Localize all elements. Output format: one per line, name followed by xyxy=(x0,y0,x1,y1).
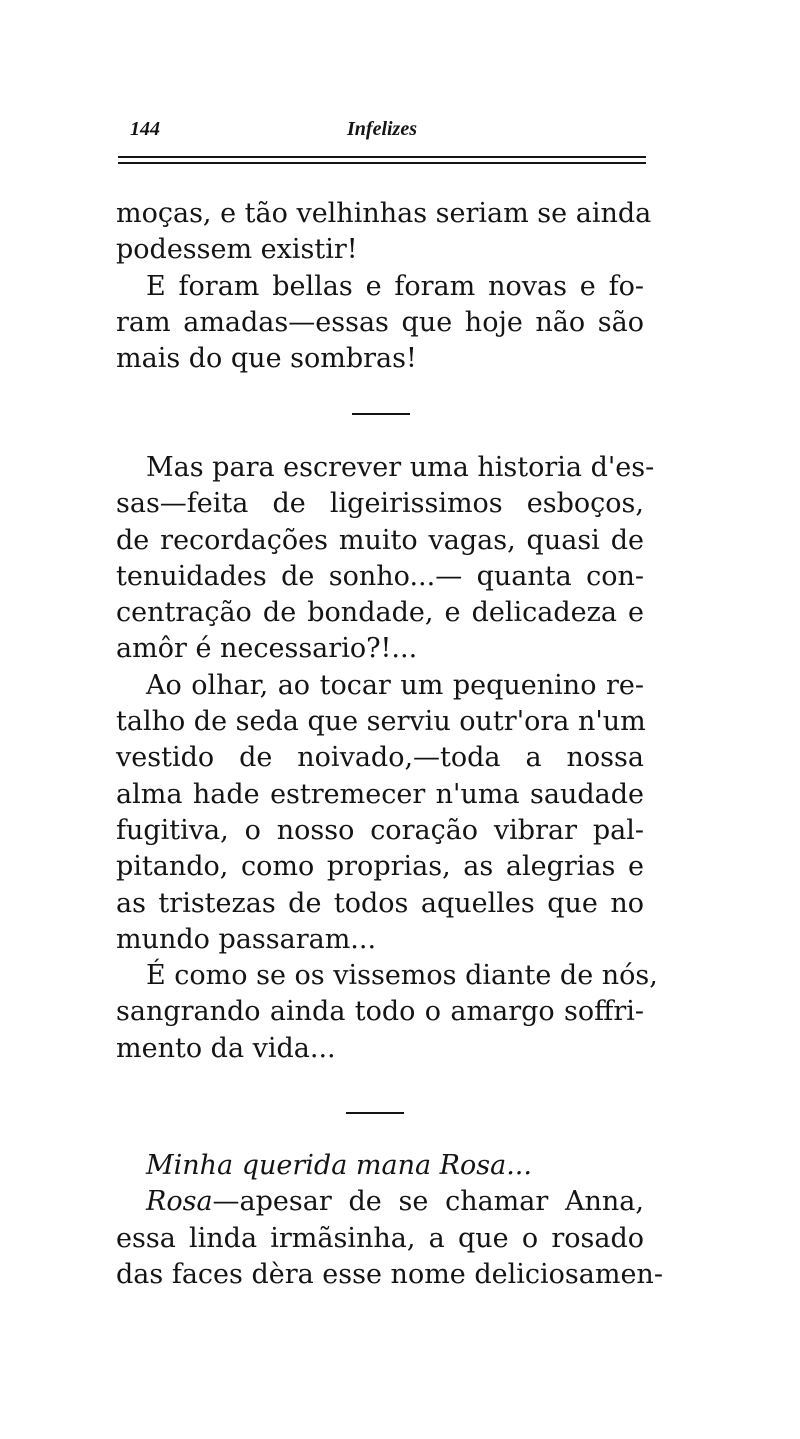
text-line: pitando, como proprias, as alegrias e xyxy=(116,851,644,883)
text-line: talho de seda que serviu outr'ora n'um xyxy=(116,706,646,738)
text-line: E foram bellas e foram novas e fo- xyxy=(146,270,644,302)
text-line: ram amadas—essas que hoje não são xyxy=(116,306,644,338)
text-line: Minha querida mana Rosa... xyxy=(146,1150,532,1181)
page-number: 144 xyxy=(130,118,160,140)
text-line: Ao olhar, ao tocar um pequenino re- xyxy=(146,669,644,701)
text-line xyxy=(116,1184,644,1220)
text-line: centração de bondade, e delicadeza e xyxy=(116,597,644,629)
paragraph-block-3 xyxy=(116,1148,663,1293)
section-separator xyxy=(346,1112,404,1114)
text-line: de recordações muito vagas, quasi de xyxy=(116,524,644,556)
text-line: podessem existir! xyxy=(116,234,358,266)
text-line: mais do que sombras! xyxy=(116,343,417,375)
paragraph-block-1 xyxy=(116,196,652,377)
text-line: tenuidades de sonho...— quanta con- xyxy=(116,560,644,592)
text-line: amôr é necessario?!... xyxy=(116,633,418,665)
text-line: sangrando ainda todo o amargo soffri- xyxy=(116,996,644,1028)
running-title: Infelizes xyxy=(347,118,417,140)
text-line: mundo passaram... xyxy=(116,923,377,955)
text-line: É como se os vissemos diante de nós, xyxy=(146,960,658,992)
paragraph-block-2 xyxy=(116,450,658,1067)
text-line: alma hade estremecer n'uma saudade xyxy=(116,778,644,810)
page-header xyxy=(118,118,646,148)
text-line: Mas para escrever uma historia d'es- xyxy=(146,452,655,483)
text-line: fugitiva, o nosso coração vibrar pal- xyxy=(116,814,644,846)
section-separator xyxy=(352,413,410,415)
text-line: as tristezas de todos aquelles que no xyxy=(116,887,644,919)
text-line: sas—feita de ligeirissimos esboços, xyxy=(116,488,644,520)
header-rule-bottom xyxy=(118,162,646,164)
header-rule-top xyxy=(118,156,646,158)
text-line: mento da vida... xyxy=(116,1032,336,1064)
text-line: moças, e tão velhinhas seriam se ainda xyxy=(116,198,652,229)
text-line: essa linda irmãsinha, a que o rosado xyxy=(116,1222,644,1254)
text-fragment: —apesar de se chamar Anna, xyxy=(212,1186,644,1218)
text-line: vestido de noivado,—toda a nossa xyxy=(116,742,644,774)
italic-name: Rosa xyxy=(146,1186,213,1218)
text-line: das faces dèra esse nome deliciosamen- xyxy=(116,1258,663,1290)
